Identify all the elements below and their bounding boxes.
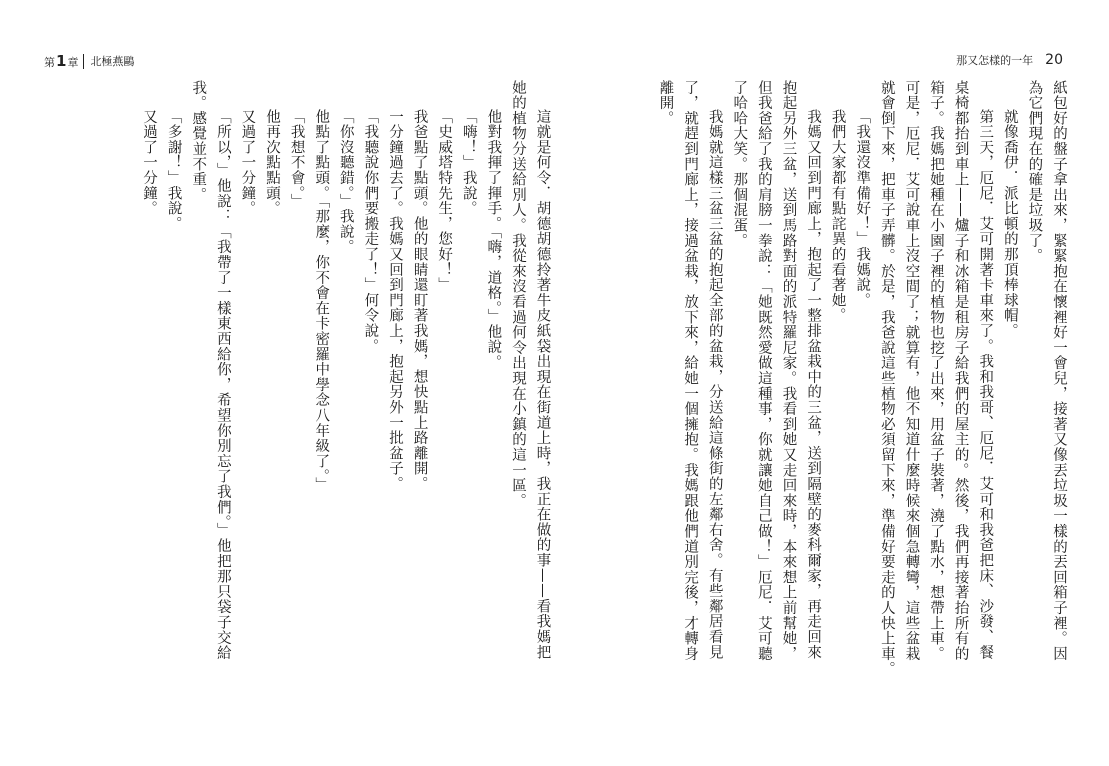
text-line: 「嗨！」我說。 [460, 109, 477, 217]
text-line: 我們大家都有點詫異的看著她。 [829, 109, 846, 324]
text-line: 「我還沒準備好！」我媽說。 [854, 109, 871, 308]
chapter-label [44, 52, 78, 70]
text-line: 這就是何令．胡德胡德拎著牛皮紙袋出現在街道上時，我正在做的事——看我媽把 [534, 109, 551, 660]
column-gap [628, 80, 653, 720]
chapter-prefix: 第 [44, 56, 55, 69]
text-line: 又過了一分鐘。 [141, 109, 158, 217]
text-line: 我爸點了點頭。他的眼睛還盯著我媽，想快點上路離開。 [411, 109, 428, 492]
column-gap [555, 80, 580, 720]
text-line: 抱起另外三盆，送到馬路對面的派特羅尼家。我看到她又走回來時，本來想上前幫她， [780, 80, 797, 662]
chapter-suffix: 章 [67, 56, 79, 69]
text-line: 就像喬伊．派比頓的那頂棒球帽。 [1001, 109, 1018, 339]
text-line: 了，就趕到門廊上，接過盆栽，放下來，給她一個擁抱。我媽跟他們道別完後，才轉身 [682, 80, 699, 662]
chapter-title: 北極燕鷗 [90, 55, 135, 68]
text-line: 他點了點頭。「那麼，你不會在卡密羅中學念八年級了。」 [313, 109, 330, 493]
text-line: 「我聽說你們要搬走了！」何令說。 [362, 109, 379, 354]
column-gap [604, 80, 629, 720]
text-line: 離開。 [657, 80, 674, 126]
header-divider [83, 54, 84, 69]
page-number: 20 [1045, 52, 1063, 68]
section-title: 那又怎樣的一年 [956, 54, 1034, 67]
vertical-body-text [41, 80, 1071, 720]
text-line: 又過了一分鐘。 [239, 109, 256, 217]
text-line: 為它們現在的確是垃圾了。 [1026, 80, 1043, 264]
text-line: 「史威塔特先生，您好！」 [436, 109, 453, 293]
text-line: 「我想不會。」 [288, 109, 305, 209]
text-line: 但我爸給了我的肩膀一拳說：「她既然愛做這種事，你就讓她自己做！」厄尼．艾可聽 [755, 80, 772, 662]
text-line: 「所以，」他說：「我帶了一樣東西給你，希望你別忘了我們。」他把那只袋子交給 [214, 109, 231, 661]
text-line: 我媽就這樣三盆三盆的抱起全部的盆栽，分送給這條街的左鄰右舍。有些鄰居看見 [706, 109, 723, 660]
text-line: 他對我揮了揮手。「嗨，道格。」他說。 [485, 109, 502, 370]
text-line: 「多謝！」我說。 [165, 109, 182, 232]
text-line: 他再次點點頭。 [264, 109, 280, 217]
text-line: 我媽又回到門廊上，抱起了一整排盆栽中的三盆，送到隔壁的麥科爾家，再走回來 [805, 109, 822, 660]
column-gap [579, 80, 604, 720]
text-line: 了哈哈大笑。那個混蛋。 [731, 80, 748, 249]
text-line: 我。感覺並不重。 [190, 80, 207, 203]
text-line: 箱子。我媽把她種在小園子裡的植物也挖了出來，用盆子裝著，澆了點水，想帶上車。 [928, 80, 945, 662]
running-head-left [44, 52, 134, 70]
running-head-right [956, 52, 1063, 68]
text-line: 桌椅都抬到車上——爐子和冰箱是租房子給我們的屋主的。然後，我們再接著抬所有的 [952, 80, 969, 662]
text-line: 就會倒下來，把車子弄髒。於是，我爸說這些植物必須留下來，準備好要走的人快上車。 [878, 80, 895, 677]
text-line: 一分鐘過去了。我媽又回到門廊上，抱起另外一批盆子。 [386, 109, 403, 492]
chapter-number: 1 [56, 52, 67, 70]
text-line: 紙包好的盤子拿出來，緊緊抱在懷裡好一會兒，接著又像丟垃圾一樣的丟回箱子裡。因 [1051, 80, 1067, 662]
text-line: 「你沒聽錯。」我說。 [337, 109, 354, 255]
text-line: 可是，厄尼．艾可說車上沒空間了；就算有，他不知道什麼時候來個急轉彎，這些盆栽 [903, 80, 920, 662]
text-line: 第三天，厄尼．艾可開著卡車來了。我和我哥、厄尼．艾可和我爸把床、沙發、餐 [977, 109, 994, 660]
text-line: 她的植物分送給別人。我從來沒看過何令出現在小鎮的這一區。 [509, 80, 526, 509]
